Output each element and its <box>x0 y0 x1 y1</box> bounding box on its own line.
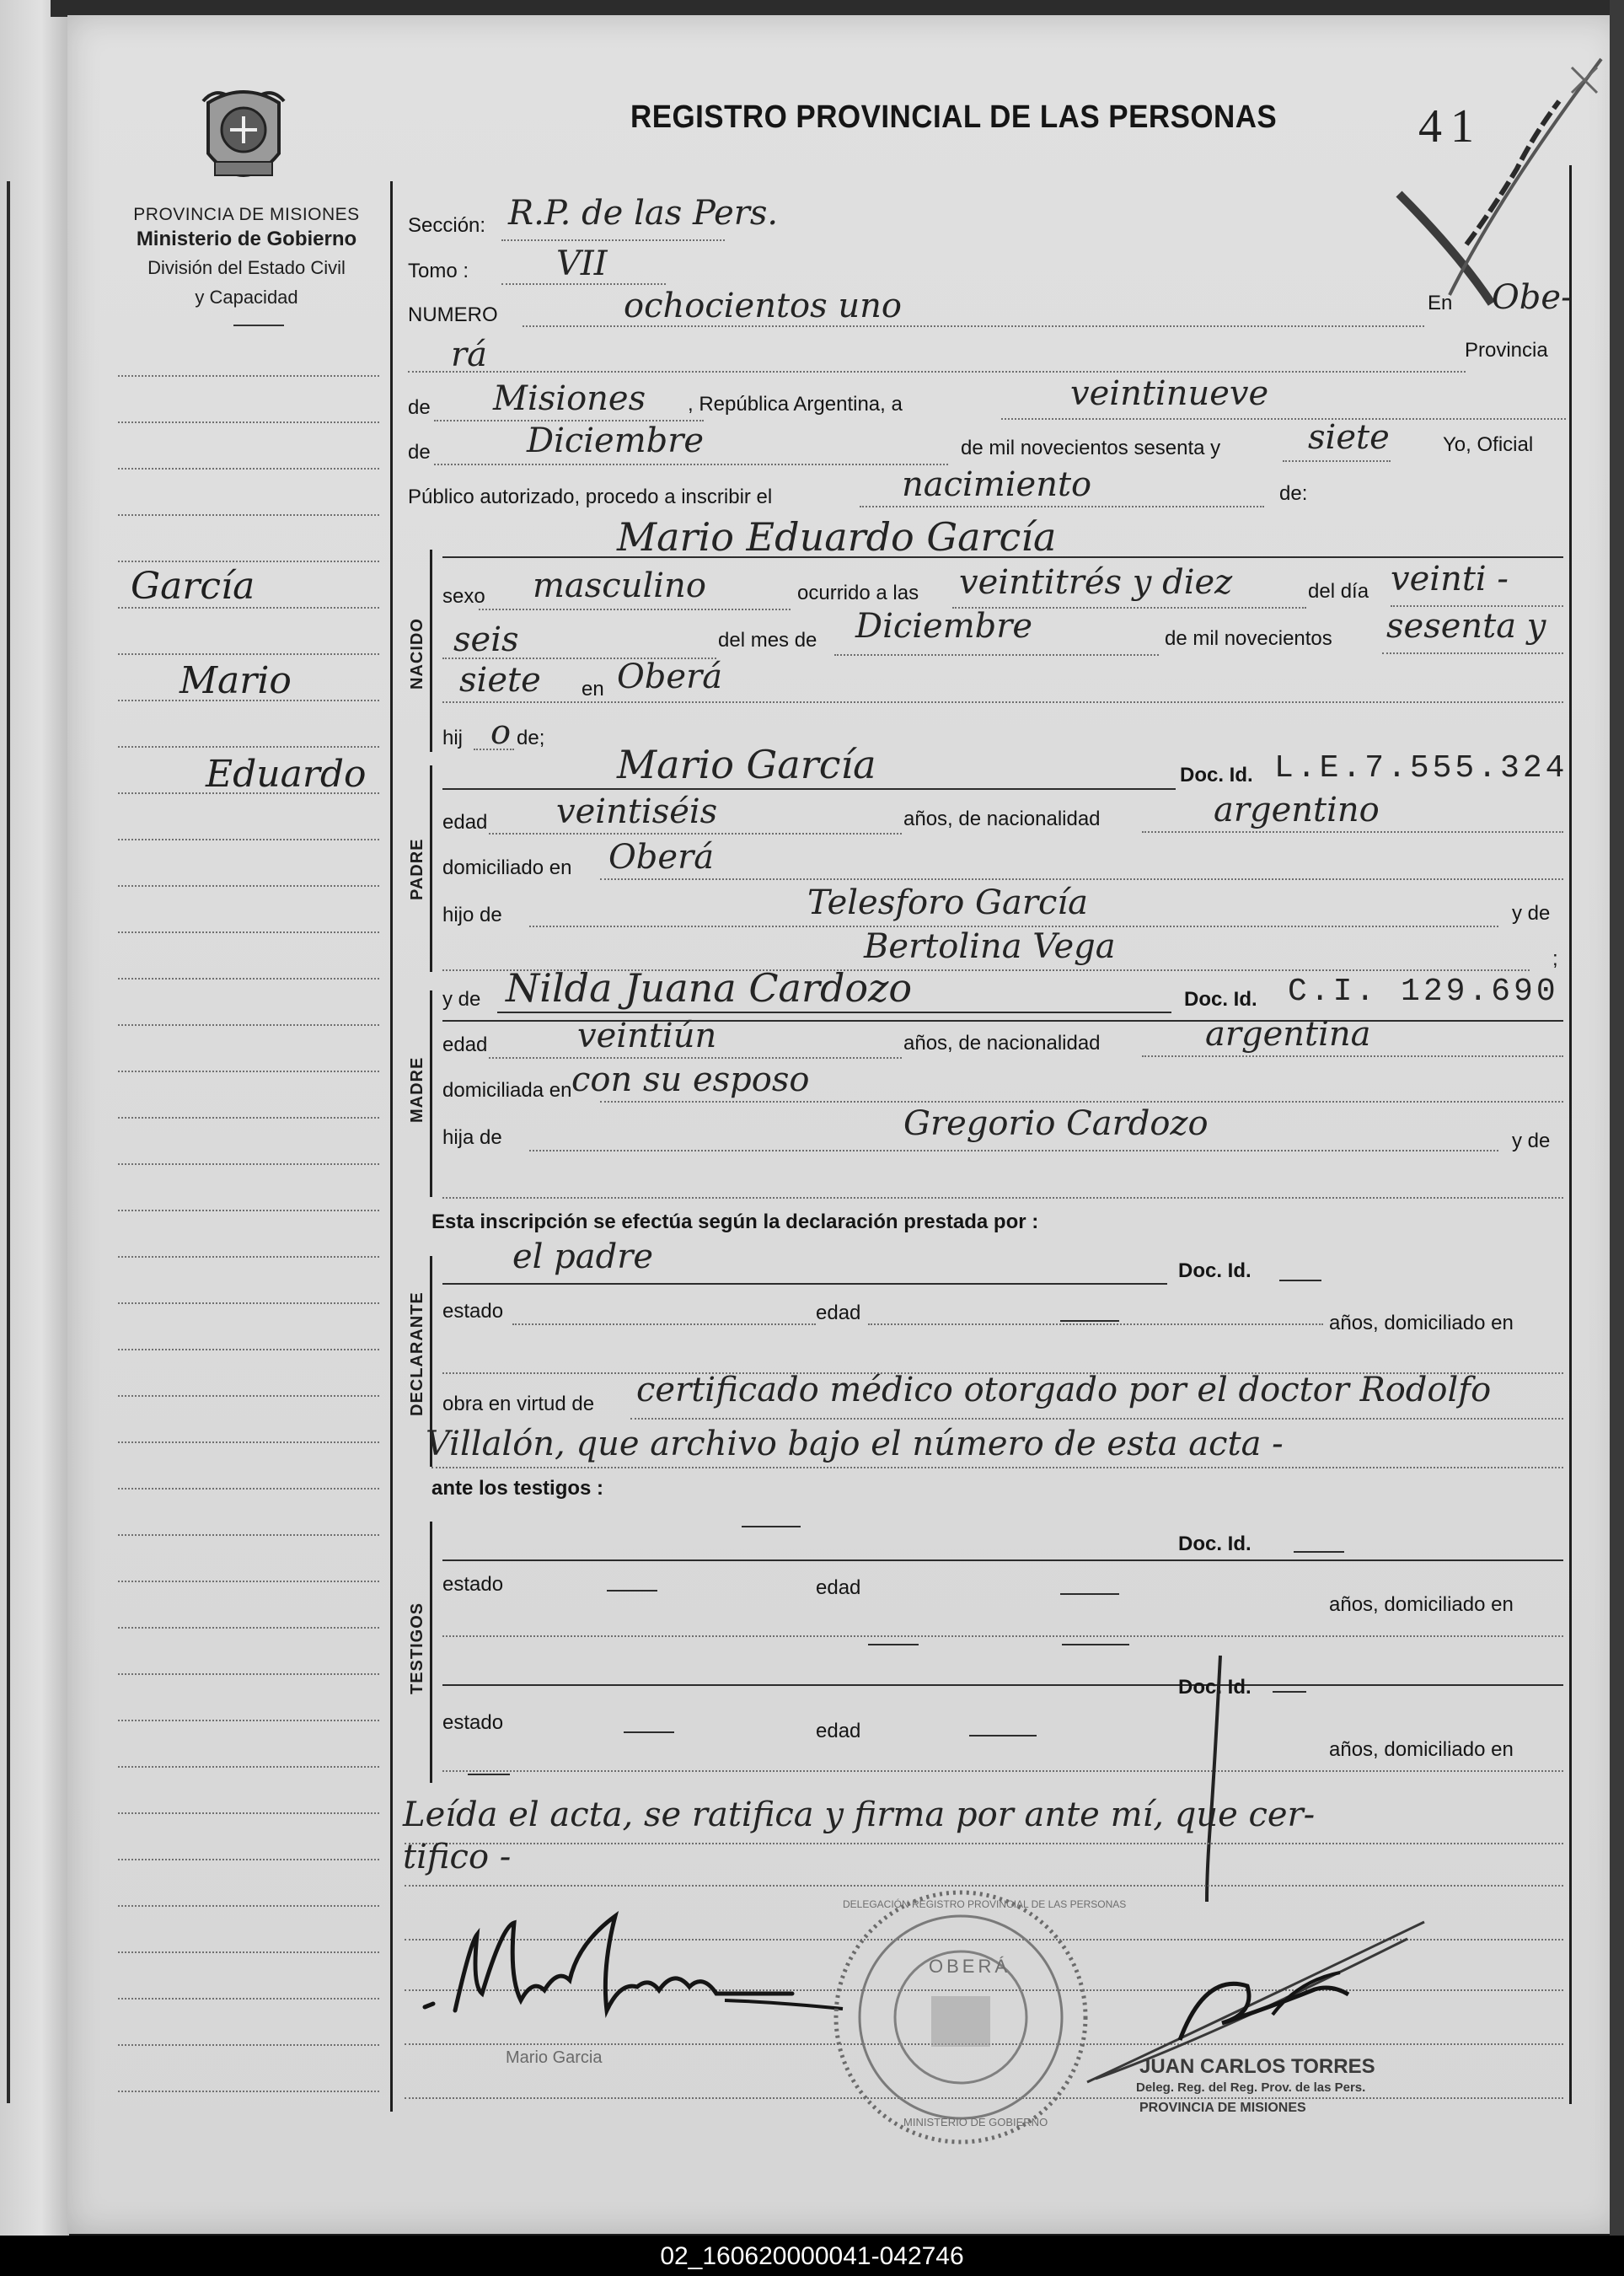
margin-ruling-line <box>118 514 379 516</box>
numero-label: NUMERO <box>408 303 498 326</box>
obra-value-1: certificado médico otorgado por el doctor Rodolfo <box>636 1371 1492 1409</box>
margin-ruling-line <box>118 561 379 562</box>
testigo2-anios-label: años, domiciliado en <box>1329 1738 1514 1761</box>
mother-doc-label: Doc. Id. <box>1184 988 1257 1011</box>
hij-de-label: de; <box>517 727 545 749</box>
declarant-signature <box>421 1909 860 2061</box>
seccion-label: Sección: <box>408 214 486 237</box>
father-doc-label: Doc. Id. <box>1180 764 1253 786</box>
mother-y-de-label-2: y de <box>1512 1130 1551 1152</box>
oficial-label: Yo, Oficial <box>1443 433 1534 456</box>
tomo-value: VII <box>556 244 608 283</box>
numero-value: ochocientos uno <box>624 287 902 325</box>
declarant-signature-text: Mario Garcia <box>506 2048 603 2067</box>
margin-ruling-line <box>118 885 379 887</box>
testigo2-estado-label: estado <box>442 1711 504 1734</box>
province-name: PROVINCIA DE MISIONES <box>133 205 360 224</box>
margin-ruling-line <box>118 1210 379 1211</box>
city-value-end: rá <box>451 335 487 374</box>
margin-ruling-line <box>118 1859 379 1860</box>
anio-label: de mil novecientos <box>1165 627 1332 650</box>
nacido-side-label: NACIDO <box>408 618 426 690</box>
testigo2-doc-label: Doc. Id. <box>1178 1676 1251 1699</box>
father-y-de-label: y de <box>1512 902 1551 925</box>
mother-edad-label: edad <box>442 1033 488 1056</box>
province-value: Misiones <box>493 379 646 418</box>
seccion-value: R.P. de las Pers. <box>508 194 779 233</box>
sheet-top-shadow <box>51 0 1624 17</box>
maternal-grandfather: Gregorio Cardozo <box>903 1104 1209 1143</box>
dia-value-1: veinti - <box>1391 560 1509 599</box>
publico-label: Público autorizado, procedo a inscribir el <box>408 486 773 508</box>
child-name: Mario Eduardo García <box>617 514 1057 560</box>
division-line-1: División del Estado Civil <box>147 257 346 278</box>
padre-side-label: PADRE <box>408 838 426 900</box>
closing-line-2: tifico - <box>403 1838 512 1876</box>
mother-nacionalidad-value: argentina <box>1205 1015 1371 1054</box>
de-label-2: de <box>408 441 431 464</box>
officer-name: JUAN CARLOS TORRES <box>1139 2055 1375 2078</box>
stamp-bottom-text: MINISTERIO DE GOBIERNO <box>903 2116 1048 2128</box>
margin-ruling-line <box>118 1673 379 1675</box>
ocurrido-label: ocurrido a las <box>797 582 919 604</box>
mother-edad-value: veintiún <box>577 1017 717 1055</box>
officer-title: Deleg. Reg. del Reg. Prov. de las Pers. <box>1136 2080 1366 2095</box>
margin-ruling-line <box>118 1441 379 1443</box>
mother-hija-label: hija de <box>442 1126 502 1149</box>
declarante-intro: Esta inscripción se efectúa según la declaración prestada por : <box>431 1210 1039 1233</box>
padre-bracket <box>430 765 432 972</box>
republica-label: , República Argentina, a <box>688 393 903 416</box>
margin-ruling-line <box>118 1720 379 1721</box>
margin-ruling-line <box>118 2044 379 2046</box>
declarante-name: el padre <box>512 1237 654 1276</box>
father-edad-value: veintiséis <box>556 792 718 831</box>
dia-label: del día <box>1308 580 1369 603</box>
margin-ruling-line <box>118 1998 379 2000</box>
right-edge-shadow <box>1610 0 1624 2242</box>
anio-value-1: sesenta y <box>1386 607 1546 646</box>
father-doc-value: L.E.7.555.324 <box>1274 750 1568 786</box>
obra-label: obra en virtud de <box>442 1393 595 1415</box>
division-line-2: y Capacidad <box>195 287 298 308</box>
father-domicilio-label: domiciliado en <box>442 856 572 879</box>
father-nacionalidad-value: argentino <box>1214 791 1380 829</box>
testigo1-edad-label: edad <box>816 1576 861 1599</box>
margin-ruling-line <box>118 1349 379 1350</box>
obra-value-2: Villalón, que archivo bajo el número de esta acta - <box>426 1425 1284 1463</box>
margin-ruling-line <box>118 1534 379 1536</box>
en-label: En <box>1428 292 1453 314</box>
lugar-value: Oberá <box>617 658 723 696</box>
margin-middle-name: Eduardo <box>206 753 367 796</box>
testigo1-doc-label: Doc. Id. <box>1178 1533 1251 1555</box>
year-label: de mil novecientos sesenta y <box>961 437 1221 459</box>
act-type-value: nacimiento <box>902 465 1092 504</box>
father-domicilio-value: Oberá <box>608 838 715 877</box>
official-round-stamp <box>830 1887 1091 2148</box>
testigo2-edad-label: edad <box>816 1720 861 1742</box>
margin-ruling-line <box>118 1117 379 1119</box>
father-hijo-label: hijo de <box>442 904 502 926</box>
sexo-label: sexo <box>442 585 485 608</box>
margin-ruling-line <box>118 421 379 423</box>
day-value: veintinueve <box>1070 374 1269 413</box>
mes-label: del mes de <box>718 629 817 652</box>
ministry-name: Ministerio de Gobierno <box>136 228 357 250</box>
margin-ruling-line <box>118 1488 379 1490</box>
mes-value: Diciembre <box>855 607 1033 646</box>
madre-side-label: MADRE <box>408 1056 426 1123</box>
margin-ruling-line <box>118 1627 379 1629</box>
mother-name: Nilda Juana Cardozo <box>506 965 913 1011</box>
margin-ruling-line <box>118 1071 379 1072</box>
margin-ruling-line <box>118 931 379 933</box>
dia-value-2: seis <box>453 620 519 659</box>
father-nacionalidad-label: años, de nacionalidad <box>903 808 1101 830</box>
father-semicolon: ; <box>1552 947 1558 970</box>
margin-ruling-line <box>118 2091 379 2092</box>
mother-y-de-label: y de <box>442 988 481 1011</box>
margin-ruling-line <box>118 978 379 980</box>
diagonal-stamp-mark <box>1391 42 1610 312</box>
hij-label: hij <box>442 727 464 749</box>
stamp-outer-text: DELEGACIÓN REGISTRO PROVINCIAL DE LAS PERSONAS <box>843 1898 1127 1910</box>
year-value: siete <box>1308 418 1390 457</box>
margin-ruling-line <box>118 839 379 840</box>
tomo-label: Tomo : <box>408 260 469 282</box>
provincia-label: Provincia <box>1465 339 1548 362</box>
left-page-edge <box>0 0 69 2238</box>
declarante-doc-label: Doc. Id. <box>1178 1259 1251 1282</box>
margin-ruling-line <box>118 1812 379 1814</box>
city-value-start: Obe- <box>1492 278 1573 317</box>
anio-value-2: siete <box>459 661 541 700</box>
stamp-city: OBERÁ <box>929 1956 1011 1977</box>
hora-value: veintitrés y diez <box>959 563 1233 602</box>
margin-ruling-line <box>118 375 379 377</box>
margin-ruling-line <box>118 746 379 748</box>
margin-ruling-line <box>118 468 379 470</box>
father-edad-label: edad <box>442 811 488 834</box>
margin-ruling-line <box>118 1024 379 1026</box>
right-column-rule <box>1569 165 1572 2104</box>
margin-ruling-line <box>118 1163 379 1165</box>
margin-ruling-line <box>118 1581 379 1582</box>
margin-ruling-line <box>118 1302 379 1304</box>
testigos-side-label: TESTIGOS <box>408 1602 426 1694</box>
testigo1-anios-label: años, domiciliado en <box>1329 1593 1514 1616</box>
nacido-bracket <box>430 550 432 752</box>
coat-of-arms-icon <box>196 86 291 194</box>
hij-value: o <box>490 713 512 752</box>
declarante-estado-label: estado <box>442 1300 504 1323</box>
declarante-side-label: DECLARANTE <box>408 1291 426 1416</box>
month-value: Diciembre <box>527 421 705 460</box>
testigo1-estado-label: estado <box>442 1573 504 1596</box>
lugar-label: en <box>582 678 604 701</box>
margin-first-name: Mario <box>180 659 292 702</box>
paternal-grandmother: Bertolina Vega <box>864 927 1116 966</box>
sexo-value: masculino <box>533 566 706 605</box>
margin-ruling-line <box>118 653 379 655</box>
mother-doc-value: C.I. 129.690 <box>1288 974 1559 1010</box>
margin-ruling-line <box>118 1905 379 1907</box>
image-caption: 02_160620000041-042746 <box>660 2242 964 2270</box>
father-name: Mario García <box>617 742 876 787</box>
de-label-1: de <box>408 396 431 419</box>
testigos-bracket <box>430 1522 432 1783</box>
pen-stroke-vertical <box>1197 1652 1230 1905</box>
declarante-edad-label: edad <box>816 1302 861 1324</box>
margin-ruling-line <box>118 1951 379 1953</box>
page-title: REGISTRO PROVINCIAL DE LAS PERSONAS <box>630 99 1278 135</box>
mother-domicilio-label: domiciliada en <box>442 1079 572 1102</box>
margin-ruling-line <box>118 1395 379 1397</box>
page-number: 41 <box>1418 100 1482 153</box>
testigos-intro: ante los testigos : <box>431 1477 604 1500</box>
madre-bracket <box>430 990 432 1197</box>
declarante-anios-label: años, domiciliado en <box>1329 1312 1514 1334</box>
header-divider <box>233 325 284 326</box>
margin-ruling-line <box>118 1766 379 1768</box>
mother-domicilio-value: con su esposo <box>571 1060 810 1099</box>
de-colon-label: de: <box>1279 482 1308 505</box>
officer-province: PROVINCIA DE MISIONES <box>1139 2101 1306 2115</box>
margin-ruling-line <box>118 1256 379 1258</box>
margin-surname: García <box>131 565 255 608</box>
paternal-grandfather: Telesforo García <box>807 883 1089 922</box>
closing-line-1: Leída el acta, se ratifica y firma por ante mí, que cer- <box>403 1796 1316 1834</box>
mother-nacionalidad-label: años, de nacionalidad <box>903 1032 1101 1055</box>
margin-column-rule <box>390 181 393 2112</box>
